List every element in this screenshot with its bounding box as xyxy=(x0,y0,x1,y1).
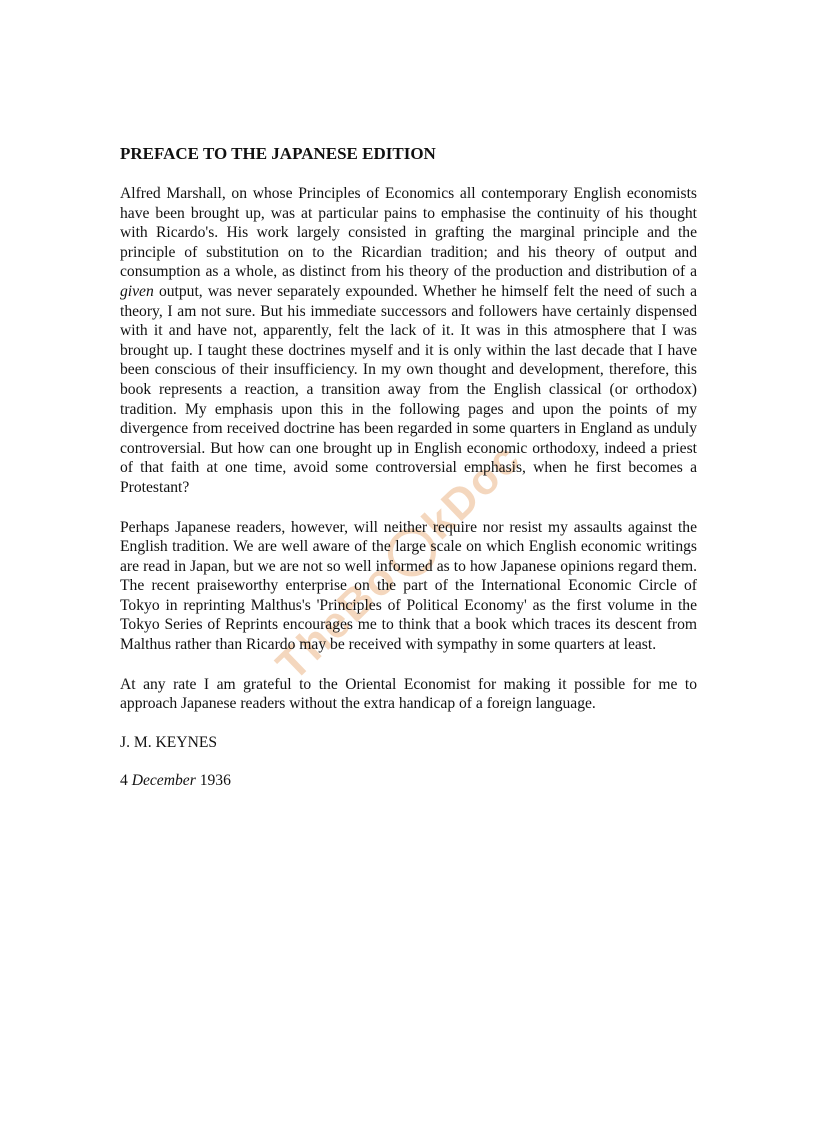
date-line xyxy=(120,771,697,791)
paragraph-3: At any rate I am grateful to the Oriental Economist for making it possible for me to approach Japanese readers without the extra handicap of a foreign language. xyxy=(120,675,697,713)
watermark-text-left: TheBo xyxy=(267,552,407,690)
author-signature: J. M. KEYNES xyxy=(120,733,218,751)
paragraph-1-after: output, was never separately expounded. Whether he himself felt the need of such a theory, I am not sure. But his immediate successors and followers have certainly dispensed with it and have not, apparently, felt the lack of it. It was in this atmosphere that I was brought up. I taught these doctrines myself and it is only within the last decade that I have been conscious of their insufficiency. In my own thought and development, therefore, this book represents a reaction, a transition away from the English classical (or orthodox) tradition. My emphasis upon this in the following pages and upon the points of my divergence from received doctrine has been regarded in some quarters in England as unduly controversial. But how can one brought up in English economic orthodoxy, indeed a priest of that faith at one time, avoid some controversial emphasis, when he first becomes a Protestant? xyxy=(120,282,697,496)
paragraph-1-emphasis: given xyxy=(120,282,154,300)
paragraph-1 xyxy=(120,184,697,498)
date-year: 1936 xyxy=(199,772,231,790)
page-title: PREFACE TO THE JAPANESE EDITION xyxy=(120,144,436,163)
date-day: 4 xyxy=(120,772,128,790)
watermark-text-right: kDoc xyxy=(413,433,531,549)
date-month: December xyxy=(131,772,196,790)
document-page xyxy=(120,144,697,791)
paragraph-1-before: Alfred Marshall, on whose Principles of Economics all contemporary English economists have been brought up, was at particular pains to emphasise the continuity of his thought with Ricardo's. His work largely consisted in grafting the marginal principle and the principle of substitution on to the Ricardian tradition; and his theory of output and consumption as a whole, as distinct from his theory of the production and distribution of a xyxy=(120,185,697,281)
paragraph-2: Perhaps Japanese readers, however, will neither require nor resist my assaults against the English tradition. We are well aware of the large scale on which English economic writings are read in Japan, but we are not so well informed as to how Japanese opinions regard them. The recent praiseworthy enterprise on the part of the International Economic Circle of Tokyo in reprinting Malthus's 'Principles of Political Economy' as the first volume in the Tokyo Series of Reprints encourages me to think that a book which traces its descent from Malthus rather than Ricardo may be received with sympathy in some quarters at least. xyxy=(120,518,697,654)
